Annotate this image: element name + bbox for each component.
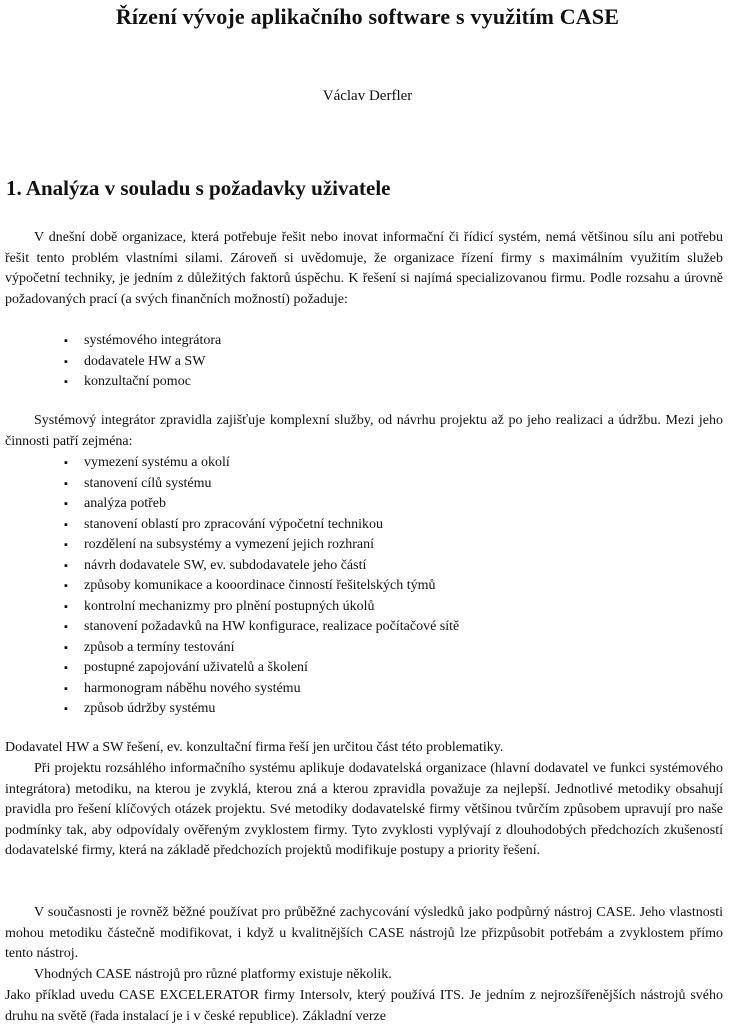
paragraph-methodology-text: Při projektu rozsáhlého informačního systému aplikuje dodavatelská organizace (hlavní dodavatel ve funkci systémového integrátora) metodiku, na kterou je zvyklá, kterou zná a kterou zpravidla považuje za nejlepší. Jednotlivé metodiky obsahují pravidla pro řešení klíčových otázek projektu. Své metodiky dodavatelské firmy většinou tvůrčím způsobem upravují pro naše podmínky tak, aby odpovídaly ověřeným zvyklostem firmy. Tyto zvyklosti vyplývají z dlouhodobých předchozích zkušeností dodavatelské firmy, která na základě předchozích projektů modifikuje postupy a priority řešení. [5, 761, 723, 858]
paragraph-excelerator: Jako příklad uvedu CASE EXCELERATOR firmy Intersolv, který používá ITS. Je jedním z nejrozšířenějších nástrojů svého druhu na světě (řada instalací je i v české republice). Základní verze [5, 988, 723, 1024]
document-title: Řízení vývoje aplikačního software s využitím CASE [115, 4, 620, 29]
list-item: ▪ kontrolní mechanizmy pro plnění postupných úkolů [64, 597, 459, 618]
list-item: ▪ harmonogram náběhu nového systému [64, 679, 459, 700]
list-item: ▪ návrh dodavatele SW, ev. subdodavatele jeho částí [64, 556, 459, 577]
activities-list [64, 453, 459, 720]
paragraph-platforms: Vhodných CASE nástrojů pro různé platformy existuje několik. [34, 967, 392, 982]
paragraph-case-tools-text: V současnosti je rovněž běžné používat pro průběžné zachycování výsledků jako podpůrný nástroj CASE. Jeho vlastnosti mohou metodiku částečně modifikovat, i když u kvalitnějších CASE nástrojů lze přizpůsobit potřebám a zvyklostem přímo tento nástroj. [5, 905, 723, 961]
paragraph-integrator [5, 411, 723, 452]
section-heading: 1. Analýza v souladu s požadavky uživatele [6, 176, 391, 200]
paragraph-supplier: Dodavatel HW a SW řešení, ev. konzultační firma řeší jen určitou část této problematiky. [5, 740, 504, 755]
list-item: ▪ rozdělení na subsystémy a vymezení jejich rozhraní [64, 535, 459, 556]
list-item: ▪ systémového integrátora [64, 331, 221, 352]
list-item: ▪ dodavatele HW a SW [64, 352, 221, 373]
paragraph-integrator-text: Systémový integrátor zpravidla zajišťuje komplexní služby, od návrhu projektu až po jeho realizaci a údržbu. Mezi jeho činnosti patří zejména: [5, 413, 723, 449]
list-item: ▪ stanovení cílů systému [64, 474, 459, 495]
list-item: ▪ vymezení systému a okolí [64, 453, 459, 474]
list-item: ▪ konzultační pomoc [64, 372, 221, 393]
list-item: ▪ způsoby komunikace a kooordinace činností řešitelských týmů [64, 576, 459, 597]
list-item: ▪ stanovení oblastí pro zpracování výpočetní technikou [64, 515, 459, 536]
list-item: ▪ postupné zapojování uživatelů a školení [64, 658, 459, 679]
paragraph-intro [5, 228, 723, 310]
list-item: ▪ způsob a termíny testování [64, 638, 459, 659]
paragraph-case-tools [5, 903, 723, 965]
requirements-list [64, 331, 221, 393]
list-item: ▪ analýza potřeb [64, 494, 459, 515]
list-item: ▪ stanovení požadavků na HW konfigurace, realizace počítačové sítě [64, 617, 459, 638]
paragraph-methodology [5, 759, 723, 862]
paragraph-intro-text: V dnešní době organizace, která potřebuje řešit nebo inovat informační či řídicí systém, nemá většinou sílu ani potřebu řešit tento problém vlastními silami. Zároveň si uvědomuje, že organizace řízení firmy s maximálním využitím služeb výpočetní techniky, je jedním z důležitých faktorů úspěchu. K řešení si najímá specializovanou firmu. Podle rozsahu a úrovně požadovaných prací (a svých finančních možností) požaduje: [5, 230, 723, 307]
author-name: Václav Derfler [322, 88, 413, 104]
list-item: ▪ způsob údržby systému [64, 699, 459, 720]
